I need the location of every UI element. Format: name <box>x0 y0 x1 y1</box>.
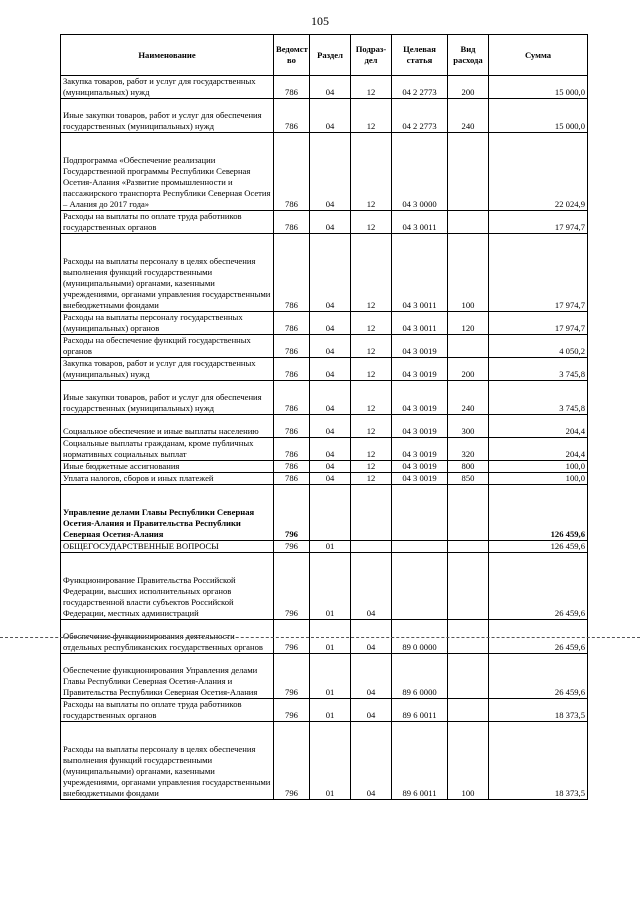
row-name: Управление делами Главы Республики Северная Осетия-Алания и Правительства Республики Северная Осетия-Алания <box>61 485 274 541</box>
row-name: Закупка товаров, работ и услуг для государственных (муниципальных) нужд <box>61 358 274 381</box>
table-row <box>61 553 588 620</box>
row-section: 04 <box>310 381 351 415</box>
row-subsection: 04 <box>351 620 392 654</box>
row-name: ОБЩЕГОСУДАРСТВЕННЫЕ ВОПРОСЫ <box>61 541 274 553</box>
row-target: 04 3 0011 <box>392 211 448 234</box>
row-amount: 3 745,8 <box>489 381 588 415</box>
row-section: 01 <box>310 654 351 699</box>
row-amount: 204,4 <box>489 438 588 461</box>
row-subsection: 12 <box>351 381 392 415</box>
row-subsection: 12 <box>351 234 392 312</box>
scan-cut-line <box>0 637 640 638</box>
row-expense-type <box>448 133 489 211</box>
row-subsection: 12 <box>351 461 392 473</box>
row-expense-type: 100 <box>448 722 489 800</box>
row-target <box>392 485 448 541</box>
row-name: Расходы на выплаты по оплате труда работников государственных органов <box>61 699 274 722</box>
row-ministry: 786 <box>274 381 310 415</box>
row-expense-type: 850 <box>448 473 489 485</box>
table-row <box>61 312 588 335</box>
row-section <box>310 485 351 541</box>
row-amount: 17 974,7 <box>489 211 588 234</box>
table-row <box>61 133 588 211</box>
row-section: 04 <box>310 473 351 485</box>
row-subsection: 12 <box>351 473 392 485</box>
row-subsection: 12 <box>351 99 392 133</box>
row-name: Расходы на выплаты персоналу в целях обеспечения выполнения функций государственными (муниципальными) органами, казенными учреждениями, органами управления государственными внебюджетными фондами <box>61 722 274 800</box>
row-amount: 3 745,8 <box>489 358 588 381</box>
row-name: Расходы на выплаты персоналу государственных (муниципальных) органов <box>61 312 274 335</box>
row-amount: 204,4 <box>489 415 588 438</box>
row-subsection: 12 <box>351 415 392 438</box>
table-row <box>61 473 588 485</box>
row-expense-type: 240 <box>448 381 489 415</box>
row-name: Социальное обеспечение и иные выплаты населению <box>61 415 274 438</box>
row-subsection: 12 <box>351 335 392 358</box>
row-expense-type <box>448 485 489 541</box>
row-ministry: 796 <box>274 699 310 722</box>
row-target: 04 3 0019 <box>392 335 448 358</box>
header-subsection: Подраз- дел <box>351 35 392 76</box>
row-name: Иные закупки товаров, работ и услуг для обеспечения государственных (муниципальных) нужд <box>61 99 274 133</box>
row-subsection: 04 <box>351 654 392 699</box>
row-section: 04 <box>310 358 351 381</box>
table-row <box>61 699 588 722</box>
row-amount: 100,0 <box>489 473 588 485</box>
row-section: 04 <box>310 312 351 335</box>
row-name: Иные закупки товаров, работ и услуг для обеспечения государственных (муниципальных) нужд <box>61 381 274 415</box>
row-amount: 26 459,6 <box>489 654 588 699</box>
page-number: 105 <box>311 14 329 28</box>
header-amount: Сумма <box>489 35 588 76</box>
row-amount: 126 459,6 <box>489 485 588 541</box>
row-target: 04 2 2773 <box>392 99 448 133</box>
row-ministry: 786 <box>274 335 310 358</box>
row-expense-type <box>448 553 489 620</box>
row-expense-type <box>448 654 489 699</box>
row-ministry: 796 <box>274 722 310 800</box>
table-row <box>61 358 588 381</box>
row-amount: 18 373,5 <box>489 722 588 800</box>
table-row <box>61 438 588 461</box>
row-subsection <box>351 485 392 541</box>
header-ministry: Ведомст во <box>274 35 310 76</box>
row-section: 04 <box>310 211 351 234</box>
row-target: 04 3 0011 <box>392 234 448 312</box>
row-subsection: 04 <box>351 699 392 722</box>
row-section: 04 <box>310 415 351 438</box>
row-section: 04 <box>310 335 351 358</box>
table-row <box>61 99 588 133</box>
row-expense-type: 320 <box>448 438 489 461</box>
row-target: 89 6 0011 <box>392 722 448 800</box>
table-header-row <box>61 35 588 76</box>
table-row <box>61 76 588 99</box>
row-subsection: 12 <box>351 211 392 234</box>
row-name: Обеспечение функционирования деятельности отдельных республиканских государственных органов <box>61 620 274 654</box>
row-ministry: 796 <box>274 541 310 553</box>
row-ministry: 786 <box>274 438 310 461</box>
row-ministry: 796 <box>274 654 310 699</box>
row-subsection: 04 <box>351 553 392 620</box>
table-row <box>61 461 588 473</box>
row-section: 04 <box>310 438 351 461</box>
table-row <box>61 211 588 234</box>
row-ministry: 786 <box>274 312 310 335</box>
row-amount: 126 459,6 <box>489 541 588 553</box>
row-name: Социальные выплаты гражданам, кроме публичных нормативных социальных выплат <box>61 438 274 461</box>
row-name: Закупка товаров, работ и услуг для государственных (муниципальных) нужд <box>61 76 274 99</box>
row-target: 04 3 0019 <box>392 358 448 381</box>
row-ministry: 786 <box>274 461 310 473</box>
row-subsection: 04 <box>351 722 392 800</box>
row-name: Расходы на обеспечение функций государственных органов <box>61 335 274 358</box>
row-amount: 17 974,7 <box>489 312 588 335</box>
row-amount: 15 000,0 <box>489 76 588 99</box>
row-target: 04 3 0000 <box>392 133 448 211</box>
row-target: 04 3 0019 <box>392 415 448 438</box>
header-name: Наименование <box>61 35 274 76</box>
table-row <box>61 381 588 415</box>
row-amount: 18 373,5 <box>489 699 588 722</box>
row-section: 01 <box>310 722 351 800</box>
row-subsection <box>351 541 392 553</box>
row-name: Обеспечение функционирования Управления делами Главы Республики Северная Осетия-Алания и Правительства Республики Северная Осетия-Алания <box>61 654 274 699</box>
row-expense-type <box>448 699 489 722</box>
row-expense-type: 120 <box>448 312 489 335</box>
row-section: 04 <box>310 234 351 312</box>
row-expense-type <box>448 335 489 358</box>
table-row <box>61 234 588 312</box>
row-subsection: 12 <box>351 438 392 461</box>
row-target: 04 3 0019 <box>392 381 448 415</box>
table-row <box>61 722 588 800</box>
row-ministry: 786 <box>274 133 310 211</box>
row-target: 89 0 0000 <box>392 620 448 654</box>
row-section: 01 <box>310 553 351 620</box>
row-expense-type: 100 <box>448 234 489 312</box>
header-target: Целевая статья <box>392 35 448 76</box>
row-ministry: 796 <box>274 620 310 654</box>
row-ministry: 786 <box>274 358 310 381</box>
row-ministry: 786 <box>274 234 310 312</box>
row-ministry: 786 <box>274 415 310 438</box>
row-name: Подпрограмма «Обеспечение реализации Государственной программы Республики Северная Осетия-Алания «Развитие промышленности и пассажирского транспорта Республики Северная Осетия – Алания до 2017 года» <box>61 133 274 211</box>
row-expense-type: 200 <box>448 358 489 381</box>
row-name: Уплата налогов, сборов и иных платежей <box>61 473 274 485</box>
row-name: Функционирование Правительства Российской Федерации, высших исполнительных органов государственной власти субъектов Российской Федерации, местных администраций <box>61 553 274 620</box>
row-amount: 26 459,6 <box>489 620 588 654</box>
table-row <box>61 541 588 553</box>
row-amount: 22 024,9 <box>489 133 588 211</box>
header-section: Раздел <box>310 35 351 76</box>
row-target: 89 6 0000 <box>392 654 448 699</box>
row-amount: 4 050,2 <box>489 335 588 358</box>
row-expense-type <box>448 541 489 553</box>
header-expense-type: Вид расхода <box>448 35 489 76</box>
row-target: 04 2 2773 <box>392 76 448 99</box>
row-target: 04 3 0011 <box>392 312 448 335</box>
row-target <box>392 553 448 620</box>
row-section: 04 <box>310 76 351 99</box>
row-target: 04 3 0019 <box>392 461 448 473</box>
row-section: 01 <box>310 541 351 553</box>
table-row <box>61 654 588 699</box>
row-target: 04 3 0019 <box>392 438 448 461</box>
row-subsection: 12 <box>351 358 392 381</box>
row-amount: 17 974,7 <box>489 234 588 312</box>
row-subsection: 12 <box>351 76 392 99</box>
row-expense-type <box>448 211 489 234</box>
row-target: 89 6 0011 <box>392 699 448 722</box>
row-expense-type: 200 <box>448 76 489 99</box>
row-section: 04 <box>310 99 351 133</box>
row-subsection: 12 <box>351 133 392 211</box>
row-section: 01 <box>310 620 351 654</box>
table-row <box>61 485 588 541</box>
row-amount: 15 000,0 <box>489 99 588 133</box>
row-section: 01 <box>310 699 351 722</box>
row-name: Расходы на выплаты по оплате труда работников государственных органов <box>61 211 274 234</box>
row-amount: 100,0 <box>489 461 588 473</box>
row-name: Иные бюджетные ассигнования <box>61 461 274 473</box>
row-ministry: 786 <box>274 211 310 234</box>
row-expense-type: 800 <box>448 461 489 473</box>
row-section: 04 <box>310 133 351 211</box>
row-ministry: 786 <box>274 76 310 99</box>
row-ministry: 796 <box>274 485 310 541</box>
row-ministry: 786 <box>274 473 310 485</box>
row-name: Расходы на выплаты персоналу в целях обеспечения выполнения функций государственными (муниципальными) органами, казенными учреждениями, органами управления государственными внебюджетными фондами <box>61 234 274 312</box>
row-amount: 26 459,6 <box>489 553 588 620</box>
row-expense-type: 300 <box>448 415 489 438</box>
row-ministry: 796 <box>274 553 310 620</box>
table-row <box>61 415 588 438</box>
row-subsection: 12 <box>351 312 392 335</box>
row-ministry: 786 <box>274 99 310 133</box>
table-row <box>61 335 588 358</box>
row-target: 04 3 0019 <box>392 473 448 485</box>
row-target <box>392 541 448 553</box>
row-section: 04 <box>310 461 351 473</box>
budget-table <box>60 34 588 800</box>
row-expense-type: 240 <box>448 99 489 133</box>
